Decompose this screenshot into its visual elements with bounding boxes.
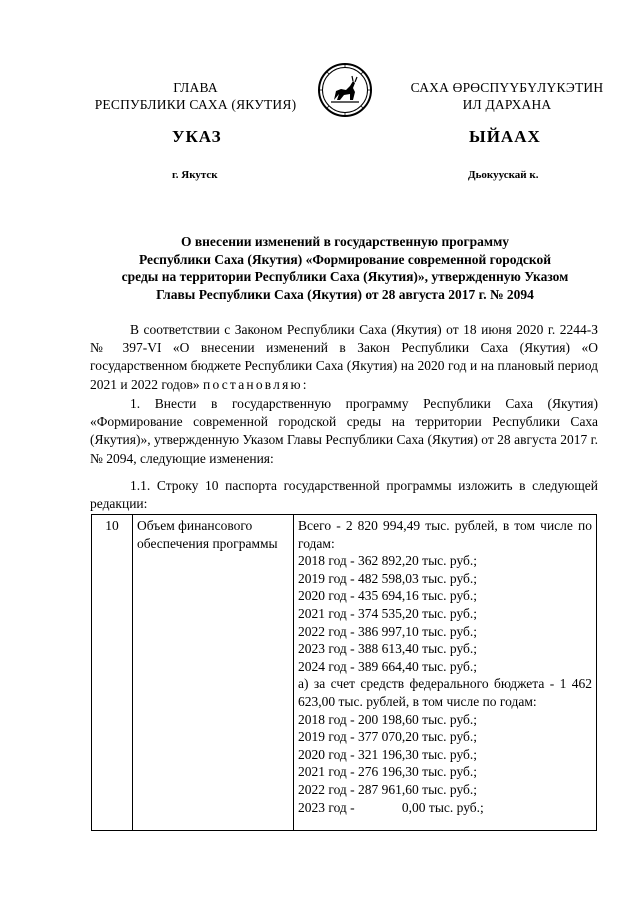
- preamble-paragraph: [90, 321, 598, 394]
- republic-emblem: [317, 62, 373, 118]
- title-line4: Главы Республики Саха (Якутия) от 28 августа 2017 г. № 2094: [156, 286, 534, 302]
- document-title: [88, 233, 602, 303]
- federal-year-line: 2019 год - 377 070,20 тыс. руб.;: [298, 729, 478, 745]
- item-1-1-paragraph: 1.1. Строку 10 паспорта государственной программы изложить в следующей редакции:: [90, 478, 598, 512]
- passport-table: [91, 514, 597, 831]
- federal-year-line: 2021 год - 276 196,30 тыс. руб.;: [298, 764, 478, 780]
- total-year-line: 2022 год - 386 997,10 тыс. руб.;: [298, 623, 478, 639]
- federal-line: а) за счет средств федерального бюджета - 1 462 623,00 тыс. рублей, в том числе по годам:: [298, 676, 592, 709]
- row-label-cell: Объем финансового обеспечения программы: [133, 515, 294, 831]
- item-1-paragraph: 1. Внести в государственную программу Республики Саха (Якутия) «Формирование современной городской среды на территории Республики Саха (Якутия)», утвержденную Указом Главы Республики Саха (Якутия) от 28 августа 2017 г. № 2094, следующие изменения:: [90, 396, 598, 466]
- total-year-line: 2023 год - 388 613,40 тыс. руб.;: [298, 641, 478, 657]
- header-left-line2: РЕСПУБЛИКИ САХА (ЯКУТИЯ): [94, 97, 297, 112]
- city-left: г. Якутск: [172, 169, 218, 181]
- total-year-line: 2024 год - 389 664,40 тыс. руб.;: [298, 658, 478, 674]
- city-right: Дьокуускай к.: [468, 169, 539, 181]
- total-line: Всего - 2 820 994,49 тыс. рублей, в том числе по годам:: [298, 518, 592, 551]
- total-year-line: 2021 год - 374 535,20 тыс. руб.;: [298, 605, 478, 621]
- title-line3: среды на территории Республики Саха (Якутия)», утвержденную Указом: [121, 269, 569, 284]
- doc-type-left: УКАЗ: [172, 127, 222, 146]
- total-year-line: 2019 год - 482 598,03 тыс. руб.;: [298, 570, 478, 586]
- federal-year-line: 2022 год - 287 961,60 тыс. руб.;: [298, 781, 478, 797]
- preamble-text: В соответствии с Законом Республики Саха (Якутия) от 18 июня 2020 г. 2244-З № 397-VI «О внесении изменений в Закон Республики Саха (Якутия) «О государственном бюджете Республики Саха (Якутия) на 2020 год и на плановый период 2021 и 2022 годов»: [90, 322, 598, 392]
- header-left-block: [78, 79, 313, 113]
- header-right-block: [382, 79, 632, 113]
- header-right-line1: САХА ӨРӨСПҮҮБҮЛҮКЭТИН: [410, 80, 604, 95]
- federal-year-line: 2018 год - 200 198,60 тыс. руб.;: [298, 711, 478, 727]
- row-number-cell: 10: [92, 515, 133, 831]
- total-year-line: 2018 год - 362 892,20 тыс. руб.;: [298, 553, 478, 569]
- row-value-cell: [294, 515, 597, 831]
- header-right-line2: ИЛ ДАРХАНА: [462, 97, 552, 112]
- federal-year-line: 2023 год - 0,00 тыс. руб.;: [298, 799, 484, 815]
- table-row: [92, 515, 597, 831]
- title-line1: О внесении изменений в государственную программу: [180, 234, 510, 249]
- decree-word: постановляю:: [203, 376, 309, 392]
- header-left-line1: ГЛАВА: [173, 80, 218, 95]
- total-year-line: 2020 год - 435 694,16 тыс. руб.;: [298, 588, 478, 604]
- doc-type-right: ЫЙААХ: [469, 127, 541, 146]
- federal-year-line: 2020 год - 321 196,30 тыс. руб.;: [298, 746, 478, 762]
- title-line2: Республики Саха (Якутия) «Формирование современной городской: [138, 251, 552, 267]
